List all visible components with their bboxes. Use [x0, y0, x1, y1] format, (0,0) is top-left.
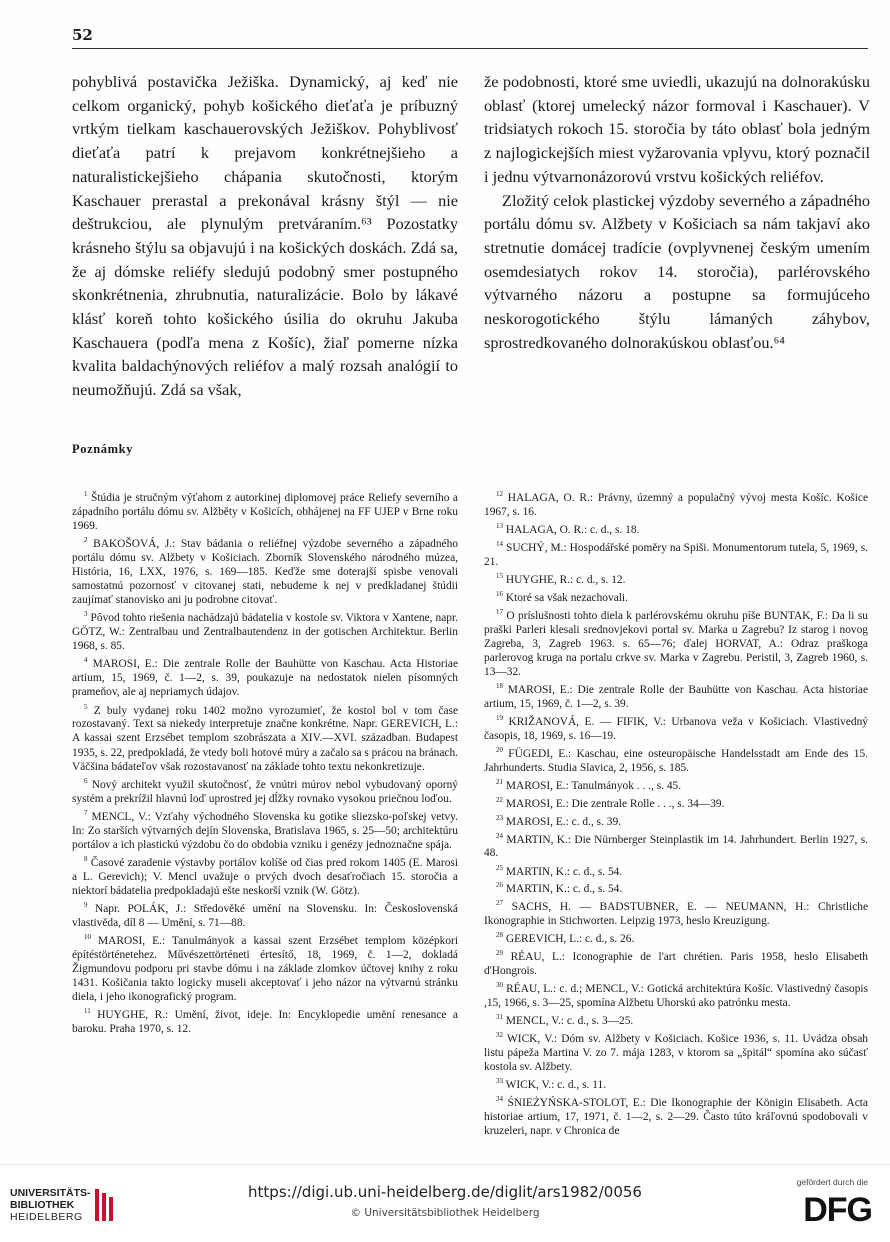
footnote-number: 9 [84, 900, 88, 909]
footnote-number: 6 [84, 776, 88, 785]
footnote [484, 537, 868, 569]
footnote-number: 11 [84, 1007, 91, 1016]
footnote [72, 533, 458, 607]
footnote-number: 12 [496, 490, 503, 498]
footnote [72, 898, 458, 930]
footnote [484, 711, 868, 743]
footnote [484, 1074, 868, 1092]
footnote [72, 487, 458, 533]
footnote-number: 34 [496, 1095, 503, 1103]
footnote [484, 811, 868, 829]
footnote [72, 700, 458, 774]
footnote [484, 946, 868, 978]
footnote-number: 31 [496, 1013, 503, 1022]
footnote-text: Napr. POLÁK, J.: Středověké umění na Slovensku. In: Československá vlastivěda, díl 8 — Umění, s. 71—88. [72, 902, 458, 929]
body-column-right [484, 70, 870, 354]
footnote-text: MENCL, V.: c. d., s. 3—25. [503, 1014, 634, 1027]
footnote [484, 928, 868, 946]
footnote [484, 743, 868, 775]
footnote [484, 878, 868, 896]
footnote-text: HUYGHE, R.: Umění, život, ideje. In: Encyklopedie umění renesance a baroku. Praha 1970, s. 12. [72, 1008, 458, 1036]
footnote [72, 607, 458, 653]
footnote-number: 28 [496, 931, 503, 940]
footnote-number: 18 [496, 681, 503, 690]
footnote-text: MAROSI, E.: Tanulmányok . . ., s. 45. [503, 779, 682, 792]
footnote-number: 7 [84, 808, 88, 817]
footnote-text: Ktoré sa však nezachovali. [503, 591, 628, 604]
footnote [484, 861, 868, 879]
footnote [72, 653, 458, 699]
footnote-text: MAROSI, E.: c. d., s. 39. [503, 815, 622, 828]
footnote [484, 1010, 868, 1028]
footnote-text: MARTIN, K.: Die Nürnberger Steinplastik im 14. Jahrhundert. Berlin 1927, s. 48. [484, 833, 868, 860]
footnote-number: 15 [496, 571, 503, 580]
footnote [72, 774, 458, 806]
footnote-number: 1 [84, 490, 88, 498]
footnote-text: O príslušnosti tohto diela k parlérovskému okruhu píše BUNTAK, F.: Da li su praški Parleri klesali srednovjekovi portal sv. Marka u Zagrebu? Iz starog i novog Zagreba, 3, Zagreb 1963. s. 65—76; ďalej HORVAT, A.: Odraz praškoga parlerovog kruga na portalu crkve sv. Marka v Zagrebu. Peristil, 3, Zagreb 1960, s. 13—32. [484, 609, 868, 678]
copyright-text: © Universitätsbibliothek Heidelberg [350, 1207, 540, 1219]
footnote-number: 29 [496, 949, 503, 958]
footnote-text: GEREVICH, L.: c. d., s. 26. [503, 933, 635, 946]
notes-column-right [484, 487, 868, 1138]
footnote [72, 852, 458, 898]
funding-label: gefördert durch die [796, 1177, 868, 1187]
footnote-number: 21 [496, 777, 503, 786]
footnote-number: 13 [496, 521, 503, 530]
footnote-number: 32 [496, 1031, 503, 1040]
footnote-text: MAROSI, E.: Die zentrale Rolle der Bauhütte von Kaschau. Acta historiae artium, 15, 1969, č. 1—2, s. 39. [484, 683, 868, 710]
footnote-text: Pôvod tohto riešenia nachádzajú bádatelia v kostole sv. Viktora v Xantene, napr. GÖTZ, W.: Zentralbau und Zentralbautendenz in der gotischen Architektur. Berlin 1968, s. 85. [72, 612, 458, 653]
footnote [484, 569, 868, 587]
footnote [484, 829, 868, 861]
footnote-number: 5 [84, 702, 88, 711]
footnote [484, 1092, 868, 1138]
footnote-number: 4 [84, 656, 88, 665]
footnote-number: 19 [496, 713, 503, 722]
viewer-footer [0, 1164, 890, 1242]
body-paragraph: pohyblivá postavička Ježiška. Dynamický, aj keď nie celkom organický, pohyb košického dieťaťa je príbuzný vrtkým tielkam kaschauerovských Ježiškov. Pohyblivosť dieťaťa patrí k prejavom konkrétnejšieho a naturalistickejšieho chápania skutočnosti, ktorým Kaschauer prerastal a prekonával krásny štýl — nie deštrukciou, ale plynulým pretváraním.⁶³ Pozostatky krásneho štýlu sa objavujú i na košických doskách. Zdá sa, že aj dómske reliéfy sledujú podobný smer postupného skonkrétnenia, zhrubnutia, naturalizácie. Bolo by lákavé klásť koreň tohto košického úsilia do okruhu Jakuba Kaschauera (podľa mena z Košíc), žiaľ pomerne nízka kvalita baldachýnových reliéfov a malý rozsah analógií to neumožňujú. Zdá sa však, [72, 72, 458, 400]
dfg-logo[interactable]: DFG [803, 1191, 872, 1229]
footnote [72, 930, 458, 1004]
footnote-text: SACHS, H. — BADSTUBNER, E. — NEUMANN, H.: Christliche Ikonographie in Stichworten. Leipzig 1973, heslo Kreuzigung. [484, 901, 868, 928]
footnote-number: 24 [496, 831, 503, 840]
body-paragraph: že podobnosti, ktoré sme uviedli, ukazujú na dolnorakúsku oblasť (ktorej umelecký názor formoval i Kaschauer). V tridsiatych rokoch 15. storočia by táto oblasť bola jedným z najlogickejších miest vyžarovania vplyvu, ktorý poznačil i jednu výtvarnonázorovú vrstvu košických reliéfov. [484, 72, 870, 186]
footnote-text: MENCL, V.: Vzťahy východného Slovenska ku gotike sliezsko-poľskej vetvy. In: Zo starších výtvarných dejín Slovenska, Bratislava 1965, s. 25—50; architektúru portálov a ich plastickú výzdobu čo do obdobia vzniku i genézy jednoznačne spája. [72, 810, 458, 851]
footnote [484, 793, 868, 811]
footnote-text: MAROSI, E.: Tanulmányok a kassai szent Erzsébet templom középkori építéstörténetehez. Művészettörténeti értesítő, 18, 1969, č. 1—2, dokladá Žigmundovu podporu pri stavbe dómu i na základe zlomkov účtovej knihy z roku 1431. Košičania takto logicky museli akceptovať i jeho názor na výtvarnú stránku diela, i jeho ikonografický program. [72, 934, 458, 1004]
footnote-text: KRIŽANOVÁ, E. — FIFIK, V.: Urbanova veža v Košiciach. Vlastivedný časopis, 18, 1969, s. 16—19. [484, 715, 868, 742]
footnote-text: WICK, V.: c. d., s. 11. [503, 1078, 607, 1091]
footnote-number: 8 [84, 854, 88, 863]
footnote [484, 1028, 868, 1074]
footnote-text: MARTIN, K.: c. d., s. 54. [503, 865, 623, 878]
footnote-text: MARTIN, K.: c. d., s. 54. [503, 883, 623, 896]
footnote-number: 26 [496, 881, 503, 890]
footnote-number: 14 [496, 539, 503, 548]
footnote-number: 2 [84, 536, 88, 545]
footnote [484, 775, 868, 793]
footnote-text: MAROSI, E.: Die zentrale Rolle der Bauhütte von Kaschau. Acta Historiae artium, 15, 1969, č. 1—2, s. 39, poukazuje na nedostatok nielen písomných prameňov, ale aj nepriamych údajov. [72, 658, 458, 699]
footnote-text: HUYGHE, R.: c. d., s. 12. [503, 573, 626, 586]
footnote-number: 27 [496, 899, 503, 908]
footnote-number: 20 [496, 745, 503, 754]
footnote-number: 23 [496, 813, 503, 822]
footnote-text: HALAGA, O. R.: c. d., s. 18. [503, 523, 640, 536]
footnote-text: WICK, V.: Dóm sv. Alžbety v Košiciach. Košice 1936, s. 11. Uvádza obsah listu pápeža Martina V. zo 7. mája 1283, v ktorom sa „špitál“ spomína ako súčasť kostola sv. Alžbety. [484, 1032, 868, 1074]
footnote-text: BAKOŠOVÁ, J.: Stav bádania o reliéfnej výzdobe severného a západného portálu dómu sv. Alžbety v Košiciach. Zborník Slovenského národného múzea, História, 16, LXX, 1976, s. 169—185. Keďže sme doterajší spisbe venovali samostatnú pozornosť v citovanej stati, nebudeme k nej v predkladanej štúdii zaujímať stanovisko ani ju podrobne citovať. [72, 537, 458, 607]
footnote-text: Z buly vydanej roku 1402 možno vyrozumieť, že kostol bol v tom čase rozostavaný. Text sa niekedy interpretuje značne konkrétne. Napr. GEREVICH, L.: A kassai szent Erzsébet templom szobrászata a XIV.—XVI. században. Budapest 1935, s. 22, predpokladá, že vtedy boli hotové múry a začalo sa s prácou na bránach. Väčšina bádateľov však rozostavanosť na základe tohto textu nekonkretizuje. [72, 704, 458, 773]
footnote [484, 487, 868, 519]
footnote-text: Časové zaradenie výstavby portálov kolíše od čias pred rokom 1405 (E. Marosi a L. Gerevich); V. Mencl uvažuje o prvých dvoch desaťročiach 15. storočia a niektorí bádatelia predpokladajú ešte neskorší vznik (W. Götz). [72, 856, 458, 897]
page-url-link[interactable]: https://digi.ub.uni-heidelberg.de/diglit/ars1982/0056 [248, 1183, 642, 1201]
footnote [484, 587, 868, 605]
footnote-text: Nový architekt využil skutočnosť, že vnútri múrov nebol vybudovaný oporný systém a prekrížil hlavnú loď uprostred jej dĺžky rovnako vysokou priečnou loďou. [72, 778, 458, 805]
footnote-number: 33 [496, 1077, 503, 1086]
footnote-text: Štúdia je stručným výťahom z autorkinej diplomovej práce Reliefy severního a západního portálu dómu sv. Alžběty v Košicích, obhájenej na FF UJEP v Brne roku 1969. [72, 491, 458, 532]
logo-line: BIBLIOTHEK [10, 1199, 75, 1211]
notes-heading: Poznámky [72, 442, 134, 456]
page-number: 52 [72, 26, 93, 44]
footnote-text: RÉAU, L.: c. d.; MENCL, V.: Gotická architektúra Košíc. Vlastivedný časopis ,15, 1966, s. 3—25, spomína Alžbetu Uhorskú ako patrónku mesta. [484, 982, 868, 1010]
notes-column-left [72, 487, 458, 1036]
footnote [484, 605, 868, 679]
footnote-text: FÜGEDI, E.: Kaschau, eine osteuropäische Handelsstadt am Ende des 15. Jahrhunderts. Studia Slavica, 2, 1956, s. 185. [484, 747, 868, 774]
footnote-text: ŚNIEŻYŃSKA-STOLOT, E.: Die Ikonographie der Königin Elisabeth. Acta historiae artium, 17, 1971, č. 1—2, s. 2—29. Často túto kráľovnú spodobovali v kruzeleri, napr. v Chronica de [484, 1096, 868, 1137]
body-paragraph: Zložitý celok plastickej výzdoby severného a západného portálu dómu sv. Alžbety v Košiciach sa nám takjaví ako stretnutie domácej tradície (ovplyvnenej českým umením osemdesiatych rokov 14. storočia), parlérovského výtvarného názoru a postupne sa formujúceho neskorogotického štýlu lámaných záhybov, sprostredkovaného dolnorakúskou oblasťou.⁶⁴ [484, 190, 870, 352]
footnote [484, 978, 868, 1010]
footnote [484, 896, 868, 928]
footnote [72, 1004, 458, 1036]
body-column-left [72, 70, 458, 402]
footnote-text: RÉAU, L.: Iconographie de l'art chrétien. Paris 1958, heslo Elisabeth d'Hongrois. [484, 950, 868, 978]
footnote-text: SUCHÝ, M.: Hospodářské poměry na Spiši. Monumentorum tutela, 5, 1969, s. 21. [484, 541, 868, 568]
footnote-number: 10 [84, 932, 91, 941]
header-rule [72, 48, 868, 49]
footnote-number: 30 [496, 981, 503, 990]
logo-line: UNIVERSITÄTS- [10, 1187, 91, 1199]
footnote-number: 3 [84, 610, 88, 619]
footnote-text: HALAGA, O. R.: Právny, územný a populačný vývoj mesta Košíc. Košice 1967, s. 16. [484, 491, 868, 518]
footnote [72, 806, 458, 852]
footnote [484, 519, 868, 537]
footnote-number: 22 [496, 795, 503, 804]
footnote-text: MAROSI, E.: Die zentrale Rolle . . ., s. 34—39. [503, 797, 725, 810]
footnote-number: 17 [496, 607, 503, 616]
footnote-number: 25 [496, 863, 503, 872]
footnote [484, 679, 868, 711]
logo-line: HEIDELBERG [10, 1211, 83, 1223]
footnote-number: 16 [496, 589, 503, 598]
